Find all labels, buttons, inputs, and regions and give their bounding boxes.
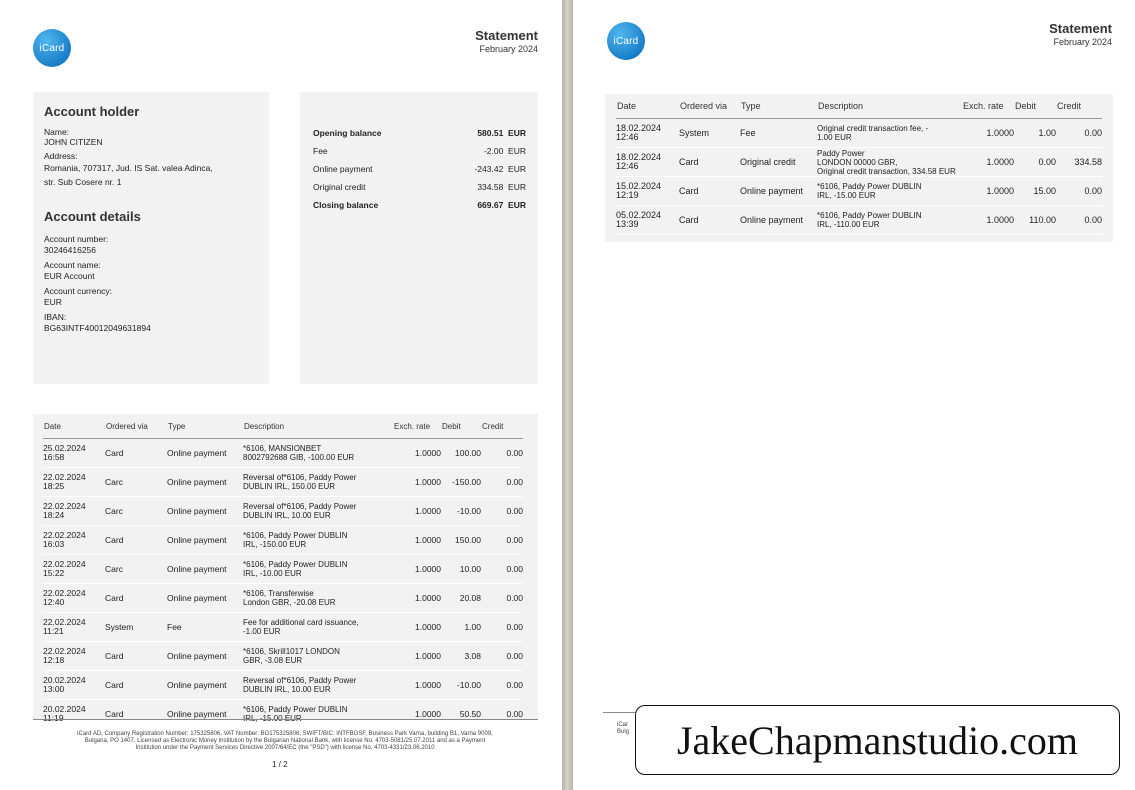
col-exch-rate: Exch. rate	[393, 414, 441, 439]
cell-description	[243, 584, 393, 613]
transactions-box-page-2	[605, 94, 1113, 242]
cell-type: Online payment	[167, 584, 243, 613]
cell-credit: 0.00	[481, 584, 523, 613]
desc-line-1: *6106, Transferwise	[243, 589, 314, 598]
cell-ordered-via: Card	[105, 671, 167, 700]
cell-time: 16:58	[43, 452, 65, 462]
iban-label: IBAN:	[44, 312, 67, 322]
statement-period: February 2024	[1053, 37, 1112, 47]
table-row	[43, 671, 523, 700]
cell-type: Online payment	[167, 439, 243, 468]
col-description: Description	[243, 414, 393, 439]
desc-line-1: *6106, Paddy Power DUBLIN	[243, 560, 348, 569]
cell-description	[817, 119, 962, 148]
cell-ordered-via: System	[105, 613, 167, 642]
table-row	[616, 119, 1102, 148]
balance-summary-box	[300, 92, 538, 384]
page-2-footer-fragment	[617, 722, 629, 736]
cell-exch-rate: 1.0000	[393, 700, 441, 729]
cell-exch-rate: 1.0000	[962, 119, 1014, 148]
cell-date: 18.02.2024	[616, 123, 662, 133]
summary-currency: EUR	[508, 182, 526, 192]
summary-currency: EUR	[508, 164, 526, 174]
cell-debit: 100.00	[441, 439, 481, 468]
table-row	[616, 148, 1102, 177]
address-line-2: str. Sub Cosere nr. 1	[44, 177, 122, 187]
cell-type: Online payment	[740, 177, 817, 206]
col-credit: Credit	[1056, 94, 1102, 119]
cell-credit: 0.00	[481, 613, 523, 642]
statement-page-1	[0, 0, 562, 790]
col-type: Type	[740, 94, 817, 119]
cell-exch-rate: 1.0000	[962, 148, 1014, 177]
cell-date: 05.02.2024	[616, 210, 662, 220]
desc-line-1: Fee for additional card issuance,	[243, 618, 359, 627]
summary-row	[313, 128, 526, 138]
cell-debit: 1.00	[441, 613, 481, 642]
cell-description	[243, 613, 393, 642]
col-credit: Credit	[481, 414, 523, 439]
cell-debit: 15.00	[1014, 177, 1056, 206]
cell-exch-rate: 1.0000	[393, 671, 441, 700]
cell-date: 22.02.2024	[43, 617, 86, 627]
cell-time: 11:19	[43, 713, 64, 723]
table-row	[43, 497, 523, 526]
cell-date: 22.02.2024	[43, 530, 86, 540]
cell-type: Fee	[167, 613, 243, 642]
table-row	[43, 642, 523, 671]
transactions-table-page-2	[616, 94, 1102, 235]
cell-time: 12:40	[43, 597, 65, 607]
cell-type: Online payment	[167, 468, 243, 497]
cell-debit: 0.00	[1014, 148, 1056, 177]
cell-time: 16:03	[43, 539, 65, 549]
desc-line-1: Reversal of*6106, Paddy Power	[243, 473, 357, 482]
col-type: Type	[167, 414, 243, 439]
cell-ordered-via: Card	[679, 148, 740, 177]
cell-ordered-via: Carc	[105, 555, 167, 584]
cell-ordered-via: Card	[105, 584, 167, 613]
cell-credit: 0.00	[481, 526, 523, 555]
cell-debit: 20.08	[441, 584, 481, 613]
statement-page-2	[573, 0, 1135, 790]
col-exch-rate: Exch. rate	[962, 94, 1014, 119]
footer-line-2: Bulgaria, PO 1407. Licensed as Electronic Money Institution by the Bulgarian National Bank, with license No. 4703-5081/25.07.2011 and as a Payment	[84, 738, 486, 744]
account-info-box	[33, 92, 269, 384]
cell-time: 12:46	[616, 132, 639, 142]
summary-label: Online payment	[313, 164, 373, 174]
footer-line-3: Institution under the Payment Services Directive 2007/64/EC (the "PSD") with license No. 4703-4331/23.06.2010	[135, 745, 435, 751]
watermark-banner: JakeChapmanstudio.com	[635, 705, 1120, 775]
desc-line-2: GBR, -3.08 EUR	[243, 656, 303, 665]
cell-description	[817, 148, 962, 177]
statement-title: Statement	[475, 28, 538, 43]
desc-line-1: *6106, Paddy Power DUBLIN	[817, 182, 922, 191]
statement-header	[1049, 21, 1112, 47]
account-number: 30246416256	[44, 245, 97, 255]
cell-time: 18:25	[43, 481, 65, 491]
cell-time: 13:00	[43, 684, 65, 694]
summary-row	[313, 146, 526, 156]
col-description: Description	[817, 94, 962, 119]
cell-time: 18:24	[43, 510, 65, 520]
cell-ordered-via: Carc	[105, 497, 167, 526]
cell-exch-rate: 1.0000	[393, 526, 441, 555]
col-debit: Debit	[441, 414, 481, 439]
col-date: Date	[616, 94, 679, 119]
cell-debit: 150.00	[441, 526, 481, 555]
cell-debit: 1.00	[1014, 119, 1056, 148]
col-ordered-via: Ordered via	[105, 414, 167, 439]
cell-description	[243, 468, 393, 497]
address-label: Address:	[44, 151, 78, 161]
page-2-footer-fragment-2: Bulg	[617, 729, 630, 735]
desc-line-2: DUBLIN IRL, 10.00 EUR	[243, 511, 331, 520]
footer-line-1: iCard AD, Company Registration Number: 175325806, VAT Number: BG175325806, SWIFT/BIC: INTFBGSF, Business Park Varna, building B1, Varna 9009,	[77, 731, 493, 737]
account-details-heading: Account details	[44, 209, 141, 224]
table-row	[43, 468, 523, 497]
statement-header	[475, 28, 538, 54]
desc-line-1: *6106, Paddy Power DUBLIN	[243, 531, 348, 540]
cell-type: Online payment	[167, 497, 243, 526]
page-2-footer-fragment-1: iCar	[617, 722, 629, 728]
cell-date: 22.02.2024	[43, 472, 86, 482]
cell-exch-rate: 1.0000	[393, 613, 441, 642]
cell-date: 20.02.2024	[43, 704, 86, 714]
cell-type: Online payment	[740, 206, 817, 235]
cell-date: 22.02.2024	[43, 559, 86, 569]
cell-credit: 0.00	[481, 642, 523, 671]
desc-line-1: *6106, Paddy Power DUBLIN	[243, 705, 348, 714]
summary-value: 334.58	[477, 182, 504, 192]
summary-currency: EUR	[508, 146, 526, 156]
desc-line-1: *6106, Skrill1017 LONDON	[243, 647, 340, 656]
iban: BG63INTF40012049631894	[44, 323, 151, 333]
summary-row	[313, 200, 526, 210]
transactions-table-page-1	[43, 414, 523, 729]
cell-time: 11:21	[43, 626, 64, 636]
col-date: Date	[43, 414, 105, 439]
cell-exch-rate: 1.0000	[393, 497, 441, 526]
cell-credit: 0.00	[1056, 206, 1102, 235]
cell-description	[243, 642, 393, 671]
desc-line-1: Reversal of*6106, Paddy Power	[243, 502, 357, 511]
cell-credit: 0.00	[481, 468, 523, 497]
desc-line-2: IRL, -150.00 EUR	[243, 540, 307, 549]
desc-line-2: 1.00 EUR	[817, 133, 852, 142]
cell-description	[817, 177, 962, 206]
table-row	[616, 206, 1102, 235]
page-gutter	[562, 0, 573, 790]
cell-date: 22.02.2024	[43, 588, 86, 598]
cell-debit: 110.00	[1014, 206, 1056, 235]
cell-description	[243, 555, 393, 584]
cell-exch-rate: 1.0000	[393, 584, 441, 613]
cell-credit: 0.00	[481, 555, 523, 584]
desc-line-2: -1.00 EUR	[243, 627, 281, 636]
cell-exch-rate: 1.0000	[393, 642, 441, 671]
summary-label: Original credit	[313, 182, 366, 192]
summary-label: Closing balance	[313, 200, 379, 210]
account-name-label: Account name:	[44, 260, 101, 270]
summary-value: 580.51	[477, 128, 504, 138]
cell-exch-rate: 1.0000	[393, 555, 441, 584]
table-row	[43, 439, 523, 468]
table-row	[43, 613, 523, 642]
cell-credit: 0.00	[481, 439, 523, 468]
col-debit: Debit	[1014, 94, 1056, 119]
cell-description	[243, 671, 393, 700]
cell-ordered-via: Card	[105, 700, 167, 729]
summary-currency: EUR	[508, 128, 526, 138]
cell-type: Online payment	[167, 642, 243, 671]
desc-line-2: DUBLIN IRL, 10.00 EUR	[243, 685, 331, 694]
cell-type: Online payment	[167, 671, 243, 700]
summary-row	[313, 164, 526, 174]
cell-exch-rate: 1.0000	[393, 468, 441, 497]
summary-currency: EUR	[508, 200, 526, 210]
cell-ordered-via: Card	[105, 439, 167, 468]
address-line-1: Romania, 707317, Jud. IS Sat. valea Adinca,	[44, 163, 213, 173]
cell-credit: 0.00	[481, 700, 523, 729]
cell-credit: 334.58	[1056, 148, 1102, 177]
name-label: Name:	[44, 127, 70, 137]
table-row	[43, 584, 523, 613]
cell-description	[243, 526, 393, 555]
summary-value: 669.67	[477, 200, 504, 210]
cell-date: 18.02.2024	[616, 152, 662, 162]
cell-credit: 0.00	[1056, 177, 1102, 206]
cell-debit: 10.00	[441, 555, 481, 584]
cell-type: Online payment	[167, 700, 243, 729]
icard-logo: iCard	[33, 29, 71, 67]
cell-ordered-via: Card	[679, 177, 740, 206]
desc-line-1: *6106, MANSIONBET	[243, 444, 322, 453]
cell-ordered-via: System	[679, 119, 740, 148]
cell-type: Online payment	[167, 555, 243, 584]
cell-credit: 0.00	[481, 671, 523, 700]
legal-footer	[40, 731, 530, 752]
summary-label: Fee	[313, 146, 328, 156]
summary-value: -2.00	[483, 146, 504, 156]
table-row	[43, 555, 523, 584]
page-number: 1 / 2	[272, 760, 288, 769]
desc-line-2: IRL, -15.00 EUR	[817, 191, 876, 200]
col-ordered-via: Ordered via	[679, 94, 740, 119]
desc-line-3: Original credit transaction, 334.58 EUR	[817, 166, 956, 176]
account-holder-heading: Account holder	[44, 104, 140, 119]
cell-ordered-via: Card	[105, 526, 167, 555]
cell-time: 12:46	[616, 161, 639, 171]
summary-value: -243.42	[474, 164, 504, 174]
transactions-box-page-1	[33, 414, 538, 723]
cell-debit: 50.50	[441, 700, 481, 729]
desc-line-2: IRL, -15.00 EUR	[243, 714, 302, 723]
cell-date: 20.02.2024	[43, 675, 86, 685]
cell-exch-rate: 1.0000	[962, 206, 1014, 235]
account-name: EUR Account	[44, 271, 95, 281]
desc-line-2: IRL, -110.00 EUR	[817, 220, 880, 229]
desc-line-2: LONDON 00000 GBR,	[817, 157, 898, 167]
cell-debit: 3.08	[441, 642, 481, 671]
desc-line-2: 8002792688 GIB, -100.00 EUR	[243, 453, 355, 462]
statement-period: February 2024	[479, 44, 538, 54]
desc-line-1: Original credit transaction fee, -	[817, 124, 929, 133]
summary-label: Opening balance	[313, 128, 382, 138]
desc-line-2: London GBR, -20.08 EUR	[243, 598, 336, 607]
account-currency-label: Account currency:	[44, 286, 113, 296]
desc-line-2: IRL, -10.00 EUR	[243, 569, 302, 578]
desc-line-1: *6106, Paddy Power DUBLIN	[817, 211, 922, 220]
desc-line-1: Reversal of*6106, Paddy Power	[243, 676, 357, 685]
cell-time: 12:18	[43, 655, 65, 665]
account-number-label: Account number:	[44, 234, 109, 244]
cell-credit: 0.00	[1056, 119, 1102, 148]
cell-debit: -150.00	[441, 468, 481, 497]
cell-type: Original credit	[740, 148, 817, 177]
account-currency: EUR	[44, 297, 62, 307]
desc-line-2: DUBLIN IRL, 150.00 EUR	[243, 482, 336, 491]
summary-row	[313, 182, 526, 192]
cell-type: Online payment	[167, 526, 243, 555]
cell-date: 22.02.2024	[43, 646, 86, 656]
cell-date: 25.02.2024	[43, 443, 86, 453]
table-row	[43, 526, 523, 555]
cell-date: 15.02.2024	[616, 181, 662, 191]
table-row	[616, 177, 1102, 206]
cell-date: 22.02.2024	[43, 501, 86, 511]
cell-ordered-via: Card	[105, 642, 167, 671]
statement-title: Statement	[1049, 21, 1112, 36]
desc-line-1: Paddy Power	[817, 148, 865, 158]
cell-debit: -10.00	[441, 671, 481, 700]
cell-exch-rate: 1.0000	[393, 439, 441, 468]
icard-logo: iCard	[607, 22, 645, 60]
cell-description	[243, 439, 393, 468]
holder-name: JOHN CITIZEN	[44, 137, 103, 147]
cell-time: 12:19	[616, 190, 639, 200]
cell-description	[817, 206, 962, 235]
cell-ordered-via: Carc	[105, 468, 167, 497]
cell-credit: 0.00	[481, 497, 523, 526]
cell-description	[243, 497, 393, 526]
cell-time: 13:39	[616, 219, 639, 229]
cell-debit: -10.00	[441, 497, 481, 526]
cell-description	[243, 700, 393, 729]
cell-ordered-via: Card	[679, 206, 740, 235]
cell-exch-rate: 1.0000	[962, 177, 1014, 206]
cell-time: 15:22	[43, 568, 65, 578]
cell-type: Fee	[740, 119, 817, 148]
table-row	[43, 700, 523, 729]
